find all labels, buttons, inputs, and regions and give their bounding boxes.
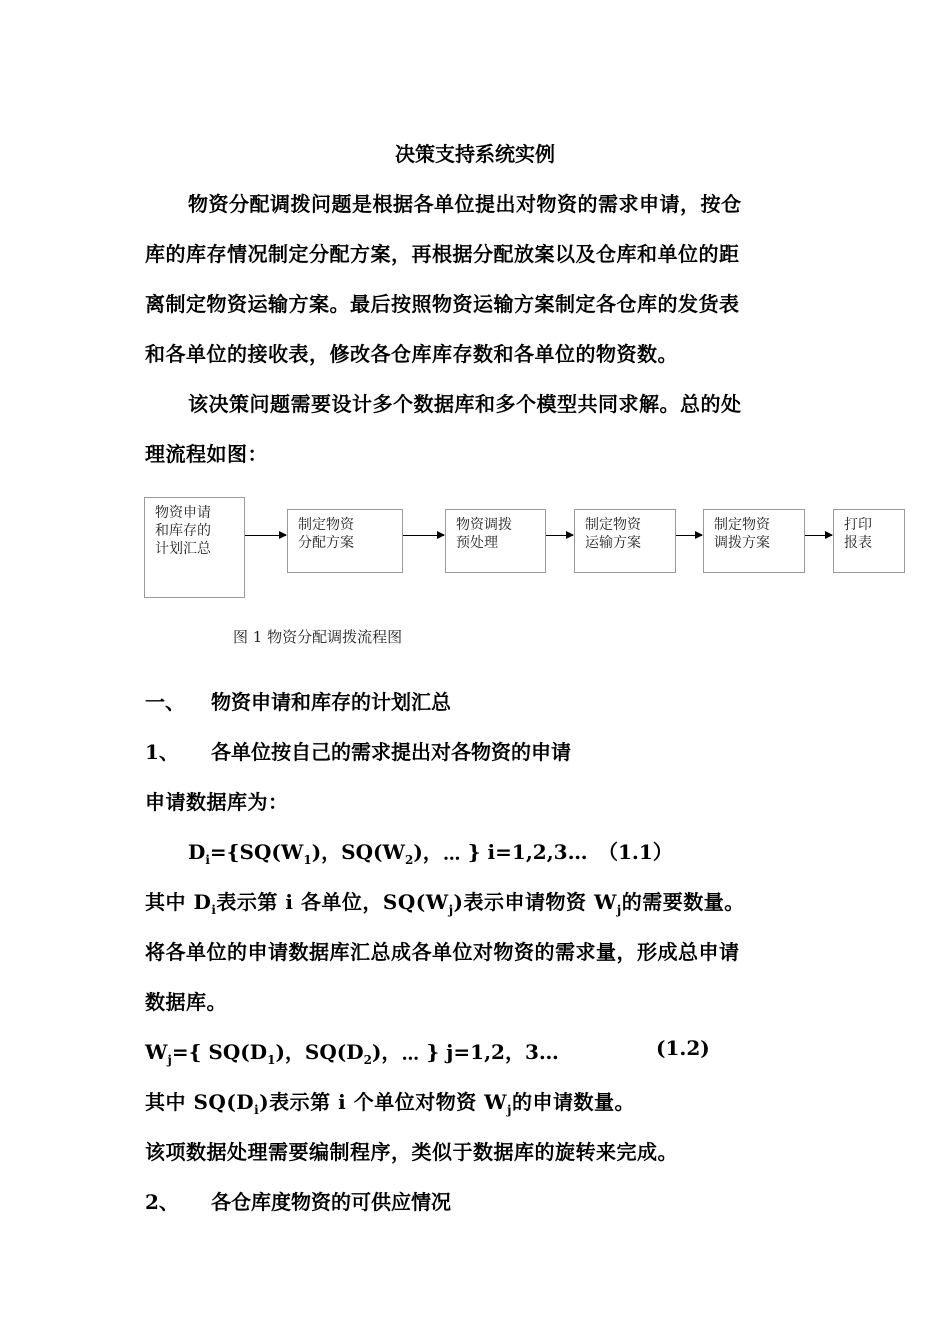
equation-1-2-number: (1.2) [656, 1036, 710, 1060]
eq-sub: 1 [303, 853, 312, 867]
eq-sub: 2 [404, 853, 414, 867]
eq-text: )，SQ(D [275, 1040, 364, 1064]
eq-sub: 2 [363, 1053, 372, 1067]
def-sub: i [254, 1103, 260, 1117]
def-text: 的申请数量。 [511, 1090, 635, 1114]
flow-box-text: 预处理 [456, 535, 498, 551]
flow-arrow [676, 535, 702, 536]
flow-box-dispatch-plan [703, 509, 805, 573]
eq-text: )，⋯ } j=1,2，3… [371, 1040, 559, 1064]
intro-paragraph-1-line-1: 物资分配调拨问题是根据各单位提出对物资的需求申请，按仓 [188, 192, 742, 216]
eq-text: ={SQ(W [209, 840, 304, 864]
flow-box-text: 制定物资 [714, 517, 770, 533]
eq-text: )，⋯ } i=1,2,3… [413, 840, 588, 864]
flow-box-text: 物资申请 [155, 505, 211, 521]
def-sub: j [507, 1103, 512, 1117]
flow-box-transport-plan [574, 509, 676, 573]
flow-box-text: 分配方案 [298, 535, 354, 551]
eq-text: )，SQ(W [311, 840, 405, 864]
subsection-title: 各仓库度物资的可供应情况 [211, 1190, 451, 1214]
def-sub: j [448, 903, 454, 917]
flow-box-text: 报表 [844, 535, 872, 551]
subsection-number: 2、 [145, 1190, 179, 1214]
equation-1-2 [145, 1036, 559, 1067]
equation-1-1-number: （1.1） [598, 840, 673, 864]
flow-box-text: 制定物资 [298, 517, 354, 533]
def-sub: j [616, 903, 622, 917]
def-text: 的需要数量。 [621, 890, 745, 914]
def-text: 其中 SQ(D [145, 1090, 255, 1114]
section-title: 物资申请和库存的计划汇总 [211, 690, 451, 714]
flow-box-text: 物资调拨 [456, 517, 512, 533]
intro-paragraph-1-line-4: 和各单位的接收表，修改各仓库库存数和各单位的物资数。 [145, 342, 678, 366]
eq-sub: 1 [267, 1053, 276, 1067]
section-number: 一、 [145, 690, 185, 714]
def-text: 其中 D [145, 890, 212, 914]
flow-box-preprocess [445, 509, 546, 573]
flow-arrow [805, 535, 832, 536]
def-text: 表示第 i 各单位，SQ(W [216, 890, 449, 914]
flow-box-text: 打印 [844, 517, 872, 533]
flow-arrow [245, 535, 286, 536]
definition-2 [145, 1086, 635, 1117]
def-text: )表示申请物资 W [453, 890, 617, 914]
figure-caption: 图 1 物资分配调拨流程图 [233, 628, 403, 646]
merge-line-2: 数据库。 [145, 990, 227, 1014]
subsection-number: 1、 [145, 740, 179, 764]
flow-arrow [546, 535, 573, 536]
eq-text: W [145, 1040, 168, 1064]
flow-box-allocation-plan [287, 509, 403, 573]
flow-box-text: 制定物资 [585, 517, 641, 533]
intro-paragraph-1-line-2: 库的库存情况制定分配方案，再根据分配放案以及仓库和单位的距 [145, 242, 740, 266]
intro-paragraph-2-line-2: 理流程如图： [145, 442, 268, 466]
def-sub: i [211, 903, 217, 917]
eq-sub: j [167, 1053, 172, 1067]
equation-1-1 [188, 836, 588, 867]
definition-1 [145, 886, 745, 917]
document-title: 决策支持系统实例 [395, 142, 555, 166]
eq-text: D [188, 840, 206, 864]
flow-box-print-report [833, 509, 905, 573]
eq-sub: i [205, 853, 210, 867]
def-text: )表示第 i 个单位对物资 W [259, 1090, 508, 1114]
intro-paragraph-1-line-3: 离制定物资运输方案。最后按照物资运输方案制定各仓库的发货表 [145, 292, 740, 316]
flow-box-text: 调拨方案 [714, 535, 770, 551]
merge-line-1: 将各单位的申请数据库汇总成各单位对物资的需求量，形成总申请 [145, 940, 740, 964]
eq-text: ={ SQ(D [171, 1040, 268, 1064]
flow-box-text: 和库存的 [155, 523, 211, 539]
intro-paragraph-2-line-1: 该决策问题需要设计多个数据库和多个模型共同求解。总的处 [188, 392, 742, 416]
flow-box-text: 运输方案 [585, 535, 641, 551]
flow-box-plan-summary [144, 497, 245, 598]
subsection-title: 各单位按自己的需求提出对各物资的申请 [211, 740, 571, 764]
process-note: 该项数据处理需要编制程序，类似于数据库的旋转来完成。 [145, 1140, 678, 1164]
flow-arrow [403, 535, 444, 536]
apply-db-label: 申请数据库为： [145, 790, 289, 814]
flow-box-text: 计划汇总 [155, 541, 211, 557]
